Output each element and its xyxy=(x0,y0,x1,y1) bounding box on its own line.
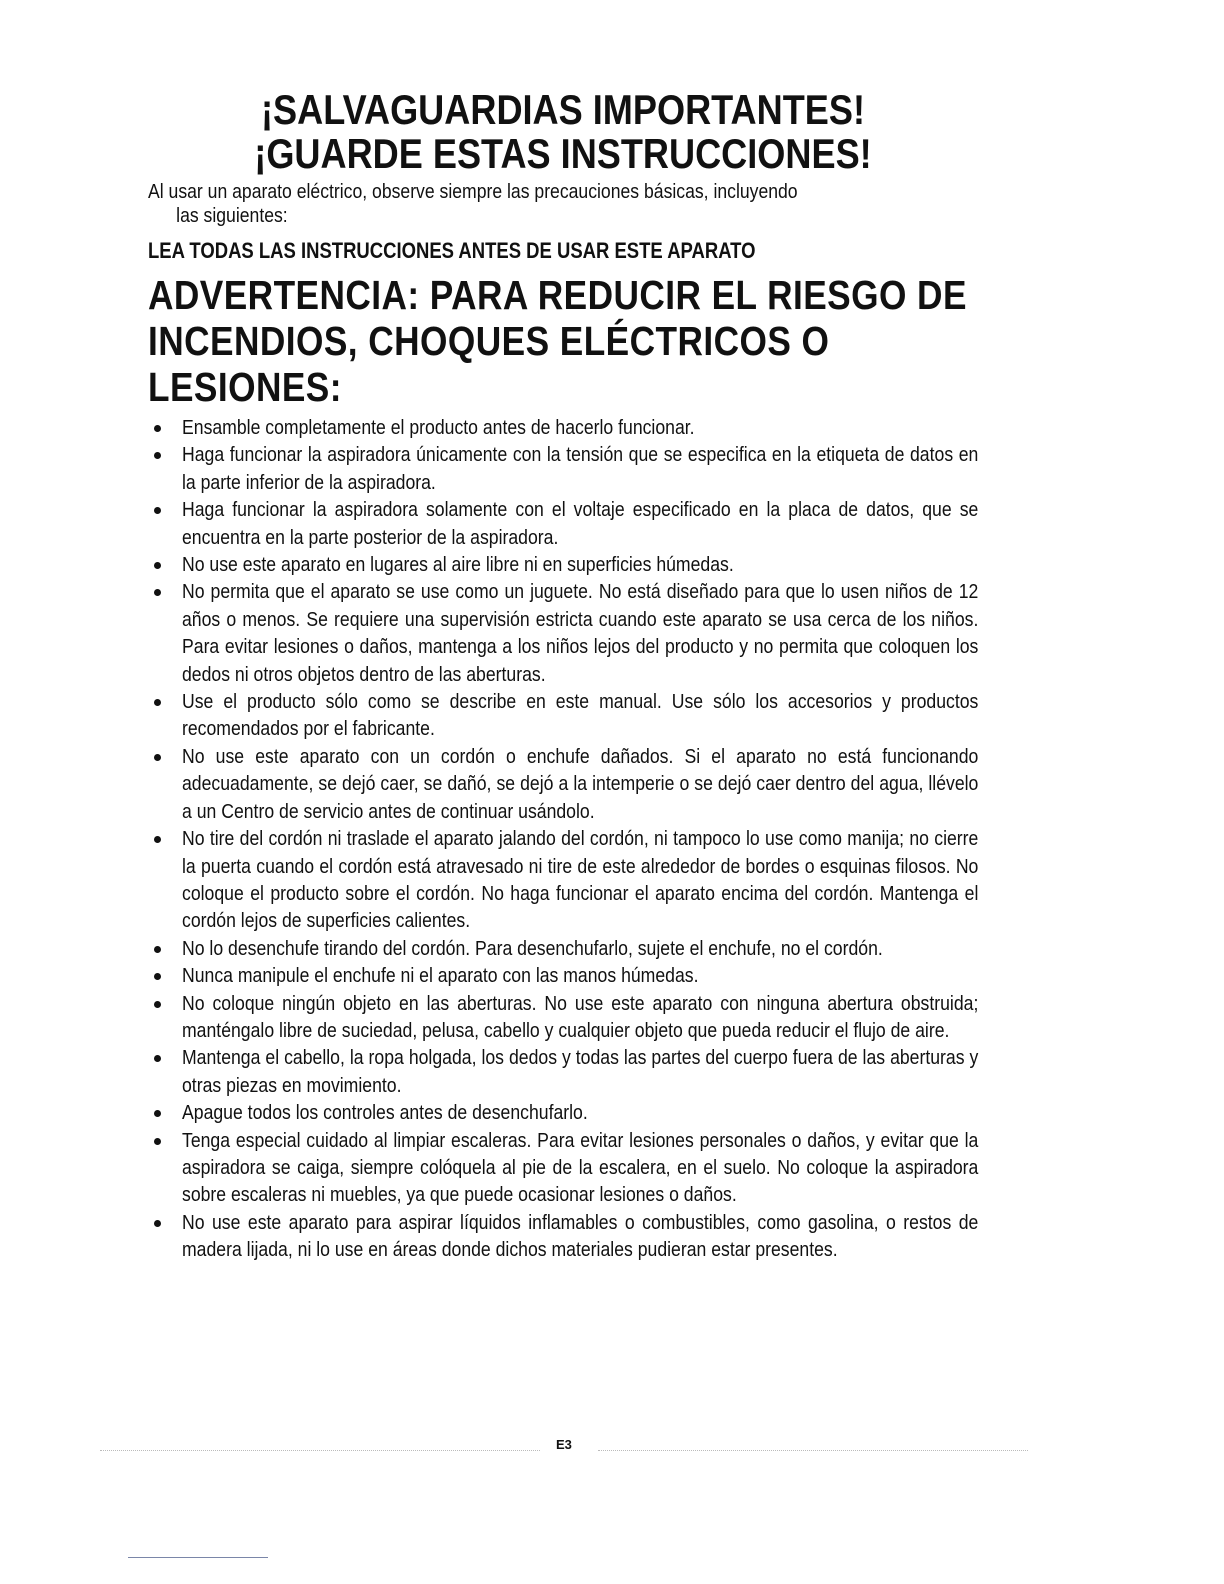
list-item xyxy=(148,1209,978,1264)
list-item-text: Tenga especial cuidado al limpiar escaleras. Para evitar lesiones personales o daños, y evitar que la aspiradora se caiga, siempre colóquela al pie de la escalera, en el suelo. No coloque la aspiradora sobre escaleras ni muebles, ya que puede ocasionar lesiones o daños. xyxy=(182,1128,979,1207)
list-item xyxy=(148,962,978,989)
bullet-icon xyxy=(154,562,161,569)
list-item xyxy=(148,743,978,825)
list-item xyxy=(148,578,978,688)
list-item-text: No tire del cordón ni traslade el aparato jalando del cordón, ni tampoco lo use como manija; no cierre la puerta cuando el cordón está atravesado ni tire de este alrededor de bordes o esquinas filosos. No coloque el producto sobre el cordón. No haga funcionar el aparato encima del cordón. Mantenga el cordón lejos de superficies calientes. xyxy=(182,827,979,933)
bullet-icon xyxy=(154,1055,161,1062)
list-item xyxy=(148,551,978,578)
corner-rule xyxy=(128,1557,268,1558)
bullet-icon xyxy=(154,836,161,843)
bullet-icon xyxy=(154,425,161,432)
list-item-text: Mantenga el cabello, la ropa holgada, los dedos y todas las partes del cuerpo fuera de las aberturas y otras piezas en movimiento. xyxy=(182,1046,979,1097)
bullet-icon xyxy=(154,1001,161,1008)
bullet-icon xyxy=(154,507,161,514)
safety-list xyxy=(148,414,978,1264)
list-item xyxy=(148,688,978,743)
list-item-text: Nunca manipule el enchufe ni el aparato con las manos húmedas. xyxy=(182,964,699,988)
list-item xyxy=(148,496,978,551)
list-item xyxy=(148,1099,978,1126)
list-item-text: No use este aparato en lugares al aire libre ni en superficies húmedas. xyxy=(182,553,734,577)
list-item-text: No use este aparato para aspirar líquidos inflamables o combustibles, como gasolina, o restos de madera lijada, ni lo use en áreas donde dichos materiales pudieran estar presentes. xyxy=(182,1210,979,1262)
list-item-text: Ensamble completamente el producto antes de hacerlo funcionar. xyxy=(182,416,695,439)
list-item-text: Apague todos los controles antes de desenchufarlo. xyxy=(182,1101,588,1125)
bullet-icon xyxy=(154,1220,161,1227)
list-item xyxy=(148,935,978,962)
page-number: E3 xyxy=(556,1437,572,1452)
intro-line-1: Al usar un aparato eléctrico, observe siempre las precauciones básicas, incluyendo xyxy=(148,181,798,203)
list-item-text: No permita que el aparato se use como un juguete. No está diseñado para que lo usen niños de 12 años o menos. Se requiere una supervisión estricta cuando este aparato se usa cerca de los niños. Para evitar lesiones o daños, mantenga a los niños lejos del producto y no permita que coloquen los dedos ni otros objetos dentro de las aberturas. xyxy=(182,580,979,686)
list-item xyxy=(148,825,978,935)
list-item xyxy=(148,414,978,441)
read-all-heading: LEA TODAS LAS INSTRUCCIONES ANTES DE USAR ESTE APARATO xyxy=(148,238,756,263)
footer-dotted-line-right xyxy=(598,1450,1028,1451)
warning-heading: ADVERTENCIA: PARA REDUCIR EL RIESGO DE INCENDIOS, CHOQUES ELÉCTRICOS O LESIONES: xyxy=(148,272,967,410)
list-item xyxy=(148,1127,978,1209)
footer-dotted-line-left xyxy=(100,1450,540,1451)
list-item-text: Use el producto sólo como se describe en este manual. Use sólo los accesorios y productos recomendados por el fabricante. xyxy=(182,690,979,741)
title-block xyxy=(148,88,978,176)
bullet-icon xyxy=(154,754,161,761)
title-line-2: ¡GUARDE ESTAS INSTRUCCIONES! xyxy=(254,130,872,177)
list-item xyxy=(148,990,978,1045)
list-item-text: No coloque ningún objeto en las aberturas. No use este aparato con ninguna abertura obstruida; manténgalo libre de suciedad, pelusa, cabello y cualquier objeto que pueda reducir el flujo de aire. xyxy=(182,991,979,1042)
intro-line-2: las siguientes: xyxy=(176,205,288,227)
list-item xyxy=(148,441,978,496)
list-item-text: No use este aparato con un cordón o enchufe dañados. Si el aparato no está funcionando adecuadamente, se dejó caer, se dañó, se dejó a la intemperie o se dejó caer dentro del agua, llévelo a un Centro de servicio antes de continuar usándolo. xyxy=(182,744,979,823)
bullet-icon xyxy=(154,973,161,980)
bullet-icon xyxy=(154,946,161,953)
bullet-icon xyxy=(154,699,161,706)
bullet-icon xyxy=(154,589,161,596)
bullet-icon xyxy=(154,1138,161,1145)
list-item-text: Haga funcionar la aspiradora solamente con el voltaje especificado en la placa de datos, que se encuentra en la parte posterior de la aspiradora. xyxy=(182,498,979,549)
bullet-icon xyxy=(154,452,161,459)
title-line-1: ¡SALVAGUARDIAS IMPORTANTES! xyxy=(261,86,865,133)
list-item-text: No lo desenchufe tirando del cordón. Para desenchufarlo, sujete el enchufe, no el cordón. xyxy=(182,936,883,960)
intro-paragraph xyxy=(148,180,975,228)
list-item xyxy=(148,1044,978,1099)
list-item-text: Haga funcionar la aspiradora únicamente con la tensión que se especifica en la etiqueta de datos en la parte inferior de la aspiradora. xyxy=(182,443,979,494)
document-page xyxy=(148,88,978,1264)
bullet-icon xyxy=(154,1110,161,1117)
